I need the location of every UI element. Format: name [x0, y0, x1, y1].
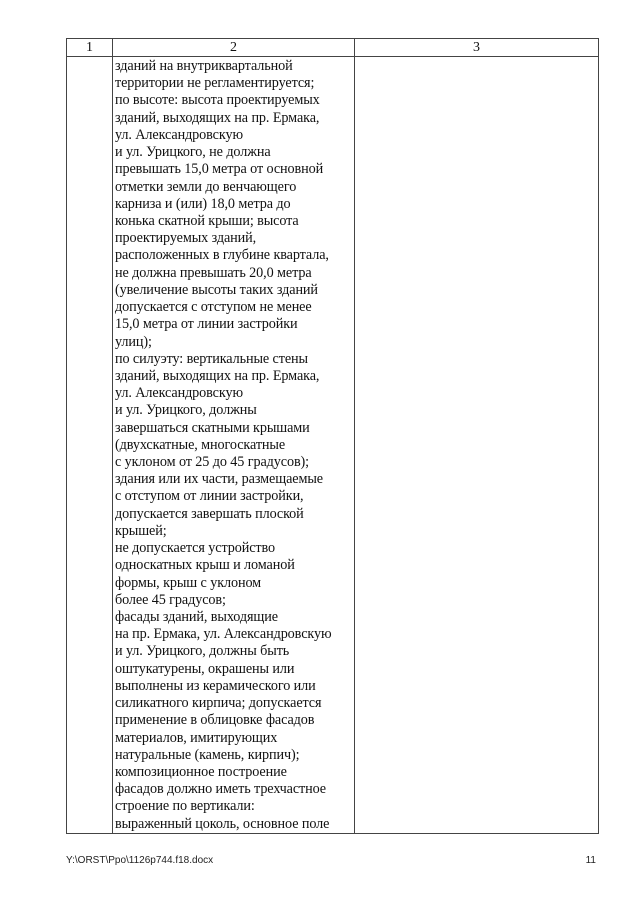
text-line: (увеличение высоты таких зданий	[115, 281, 318, 298]
cell-col-2-text	[113, 57, 354, 833]
cell-col-3	[355, 57, 599, 834]
text-line: 15,0 метра от линии застройки	[115, 316, 298, 333]
text-line: материалов, имитирующих	[115, 729, 278, 746]
text-line: и ул. Урицкого, не должна	[115, 144, 271, 161]
text-line: улиц);	[115, 333, 152, 350]
text-line: фасадов должно иметь трехчастное	[115, 781, 326, 798]
text-line: и ул. Урицкого, должны	[115, 402, 257, 419]
text-line: допускается с отступом не менее	[115, 299, 312, 316]
text-line: зданий, выходящих на пр. Ермака,	[115, 367, 320, 384]
text-line: ул. Александровскую	[115, 385, 243, 402]
text-line: формы, крыш с уклоном	[115, 574, 262, 591]
text-line: с отступом от линии застройки,	[115, 488, 304, 505]
text-line: по высоте: высота проектируемых	[115, 92, 320, 109]
page-number: 11	[585, 855, 596, 866]
text-line: превышать 15,0 метра от основной	[115, 161, 324, 178]
text-line: с уклоном от 25 до 45 градусов);	[115, 454, 310, 471]
text-line: строение по вертикали:	[115, 798, 255, 815]
file-path: Y:\ORST\Ppo\1126p744.f18.docx	[66, 855, 214, 866]
text-line: ул. Александровскую	[115, 126, 243, 143]
text-line: отметки земли до венчающего	[115, 178, 297, 195]
text-line: натуральные (камень, кирпич);	[115, 746, 300, 763]
text-line: применение в облицовке фасадов	[115, 712, 315, 729]
text-line: зданий, выходящих на пр. Ермака,	[115, 109, 320, 126]
text-line: силикатного кирпича; допускается	[115, 695, 322, 712]
cell-col-2	[113, 57, 355, 834]
text-line: карниза и (или) 18,0 метра до	[115, 195, 291, 212]
table-row	[67, 57, 599, 834]
text-line: (двухскатные, многоскатные	[115, 436, 286, 453]
text-line: односкатных крыш и ломаной	[115, 557, 295, 574]
text-line: зданий на внутриквартальной	[115, 58, 293, 74]
text-line: расположенных в глубине квартала,	[115, 247, 329, 264]
header-cell-2: 2	[113, 39, 355, 57]
content-table	[66, 38, 599, 834]
text-line: крышей;	[115, 522, 167, 539]
header-cell-1: 1	[67, 39, 113, 57]
text-line: допускается завершать плоской	[115, 505, 304, 522]
text-line: конька скатной крыши; высота	[115, 212, 299, 229]
text-line: оштукатурены, окрашены или	[115, 660, 295, 677]
cell-col-1	[67, 57, 113, 834]
text-line: фасады зданий, выходящие	[115, 609, 278, 625]
text-line: завершаться скатными крышами	[115, 419, 310, 436]
text-line: проектируемых зданий,	[115, 230, 257, 247]
text-line: не должна превышать 20,0 метра	[115, 264, 312, 281]
text-line: здания или их части, размещаемые	[115, 471, 323, 488]
text-line: не допускается устройство	[115, 540, 275, 557]
text-line: на пр. Ермака, ул. Александровскую	[115, 626, 332, 643]
text-line: и ул. Урицкого, должны быть	[115, 643, 290, 660]
header-cell-3: 3	[355, 39, 599, 57]
text-line: выраженный цоколь, основное поле	[115, 815, 330, 832]
text-line: более 45 градусов;	[115, 591, 226, 608]
table-header-row	[67, 39, 599, 57]
text-line: выполнены из керамического или	[115, 677, 316, 694]
text-line: территории не регламентируется;	[115, 75, 315, 92]
text-line: по силуэту: вертикальные стены	[115, 350, 308, 367]
text-line: композиционное построение	[115, 763, 287, 780]
